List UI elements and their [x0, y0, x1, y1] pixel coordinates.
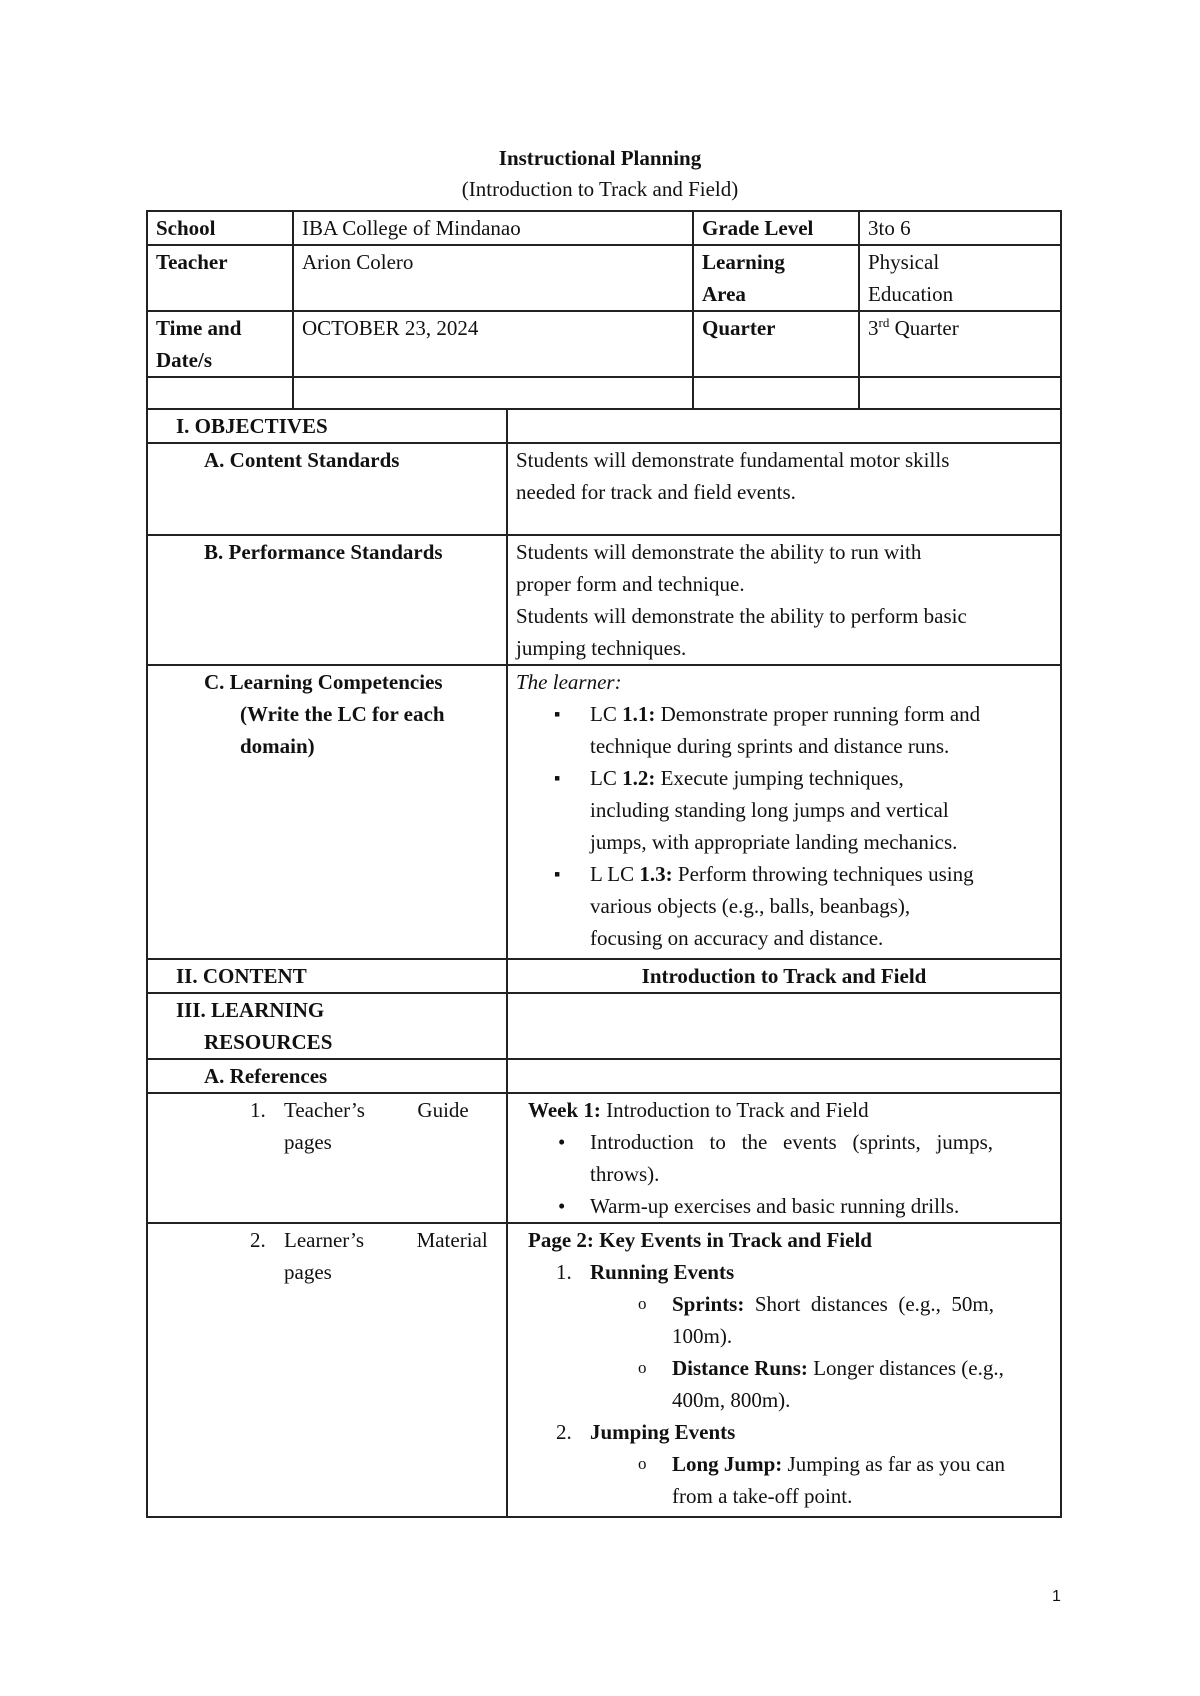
teacher-value: Arion Colero	[293, 245, 693, 311]
learners-material-label-line: pages	[284, 1260, 332, 1284]
performance-standards-label: B. Performance Standards	[147, 535, 507, 665]
events-list	[516, 1256, 1052, 1512]
quarter-value	[859, 311, 1061, 377]
teachers-guide-content	[507, 1093, 1061, 1223]
teachers-guide-label-line: Teacher’s Guide	[284, 1098, 469, 1122]
list-item: • Introduction to the events (sprints, jumps, throws).	[516, 1126, 1052, 1190]
learning-area-label	[693, 245, 859, 311]
quarter-label: Quarter	[693, 311, 859, 377]
performance-standards-line: Students will demonstrate the ability to run with	[516, 540, 922, 564]
time-date-label-line2: Date/s	[156, 348, 212, 372]
time-date-value: OCTOBER 23, 2024	[293, 311, 693, 377]
learners-material-label	[147, 1223, 507, 1517]
grade-level-label: Grade Level	[693, 211, 859, 245]
time-date-label	[147, 311, 293, 377]
empty-cell	[507, 409, 1061, 443]
content-standards-text	[507, 443, 1061, 535]
empty-cell	[859, 377, 1061, 409]
learning-competencies-text	[507, 665, 1061, 959]
page-title: Instructional Planning	[498, 146, 702, 170]
empty-cell	[507, 993, 1061, 1059]
plan-table	[146, 408, 1062, 1518]
empty-cell	[693, 377, 859, 409]
week-bullet-list	[516, 1126, 1052, 1222]
empty-cell	[293, 377, 693, 409]
learners-material-content	[507, 1223, 1061, 1517]
page-subtitle: (Introduction to Track and Field)	[461, 177, 739, 201]
time-date-label-line1: Time and	[156, 316, 242, 340]
list-item: 1. Running Events o Sprints: Short distances (e.g., 50m, 100m). o Distance Runs: Longer distances (e.g., 400m, 800m).	[516, 1256, 1052, 1416]
list-item: o Sprints: Short distances (e.g., 50m, 100m).	[516, 1288, 1052, 1352]
quarter-ordinal: rd	[878, 315, 890, 330]
learning-resources-heading	[147, 993, 507, 1059]
learners-material-number: 2.	[250, 1228, 266, 1252]
quarter-word: Quarter	[889, 316, 959, 340]
performance-standards-line: proper form and technique.	[516, 572, 745, 596]
teacher-label: Teacher	[147, 245, 293, 311]
performance-standards-line: jumping techniques.	[516, 636, 687, 660]
school-label: School	[147, 211, 293, 245]
learning-resources-line: RESOURCES	[204, 1030, 333, 1054]
learning-area-value-line2: Education	[868, 282, 954, 306]
objectives-heading: I. OBJECTIVES	[147, 409, 507, 443]
quarter-number: 3	[868, 316, 879, 340]
list-item: 2. Jumping Events o Long Jump: Jumping as far as you can from a take-off point.	[516, 1416, 1052, 1512]
week-label: Week 1:	[528, 1098, 601, 1122]
page-number: 1	[1052, 1588, 1061, 1605]
learning-area-label-line1: Learning	[702, 250, 785, 274]
sub-list	[516, 1448, 1052, 1512]
learning-competencies-label	[147, 665, 507, 959]
learners-material-label-line: Learner’s Material	[284, 1228, 488, 1252]
learning-resources-line: III. LEARNING	[176, 998, 325, 1022]
header-table	[146, 210, 1062, 410]
content-standards-label: A. Content Standards	[147, 443, 507, 535]
performance-standards-text	[507, 535, 1061, 665]
list-item: o Distance Runs: Longer distances (e.g., 400m, 800m).	[516, 1352, 1052, 1416]
competency-list	[516, 698, 1052, 954]
learner-intro: The learner:	[516, 670, 622, 694]
teachers-guide-label	[147, 1093, 507, 1223]
learning-competencies-line: (Write the LC for each	[240, 702, 445, 726]
school-value: IBA College of Mindanao	[293, 211, 693, 245]
empty-cell	[147, 377, 293, 409]
learning-competencies-line: domain)	[240, 734, 315, 758]
list-item: ▪ LC 1.2: Execute jumping techniques, including standing long jumps and vertical jumps, with appropriate landing mechanics.	[516, 762, 1052, 858]
list-item: • Warm-up exercises and basic running drills.	[516, 1190, 1052, 1222]
learning-area-value	[859, 245, 1061, 311]
learning-area-label-line2: Area	[702, 282, 746, 306]
teachers-guide-number: 1.	[250, 1098, 266, 1122]
content-standards-line: needed for track and field events.	[516, 480, 796, 504]
page-heading: Page 2: Key Events in Track and Field	[528, 1228, 872, 1252]
references-label: A. References	[147, 1059, 507, 1093]
list-item: ▪ LC 1.1: Demonstrate proper running form and technique during sprints and distance runs.	[516, 698, 1052, 762]
learning-competencies-line: C. Learning Competencies	[204, 670, 443, 694]
sub-list	[516, 1288, 1052, 1416]
content-standards-line: Students will demonstrate fundamental motor skills	[516, 448, 950, 472]
week-text: Introduction to Track and Field	[600, 1098, 869, 1122]
content-heading: II. CONTENT	[147, 959, 507, 993]
list-item: ▪ L LC 1.3: Perform throwing techniques using various objects (e.g., balls, beanbags), focusing on accuracy and distance.	[516, 858, 1052, 954]
list-item: o Long Jump: Jumping as far as you can from a take-off point.	[516, 1448, 1052, 1512]
performance-standards-line: Students will demonstrate the ability to perform basic	[516, 604, 967, 628]
teachers-guide-label-line: pages	[284, 1130, 332, 1154]
grade-level-value: 3to 6	[859, 211, 1061, 245]
empty-cell	[507, 1059, 1061, 1093]
content-value: Introduction to Track and Field	[507, 959, 1061, 993]
learning-area-value-line1: Physical	[868, 250, 940, 274]
